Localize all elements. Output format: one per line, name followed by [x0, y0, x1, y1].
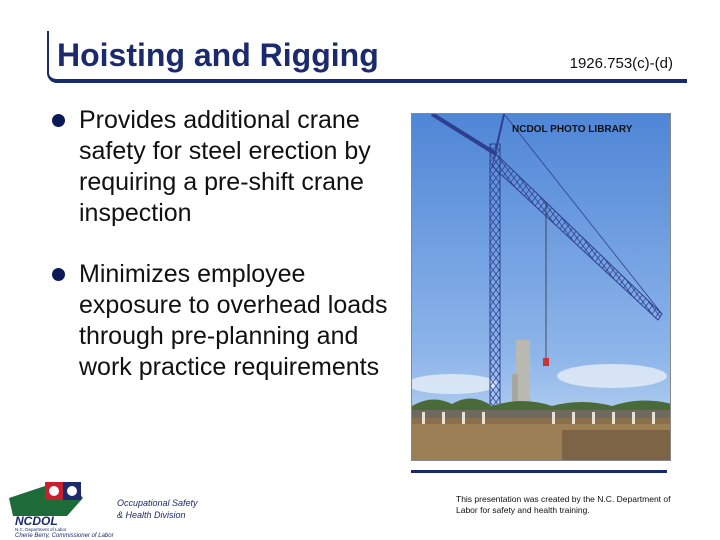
footer-divider — [411, 470, 667, 473]
ncdol-logo — [5, 476, 205, 538]
bullet-list — [52, 105, 397, 413]
photo-watermark: NCDOL PHOTO LIBRARY — [512, 124, 633, 135]
slide-title: Hoisting and Rigging — [57, 37, 379, 73]
bullet-dot-icon — [52, 114, 65, 127]
bullet-text: Provides additional crane safety for steel erection by requiring a pre-shift crane inspection — [79, 106, 371, 227]
training-credit: This presentation was created by the N.C. Department of Labor for safety and health training. — [456, 494, 671, 515]
logo-department: N.C. Department of Labor — [15, 527, 67, 532]
logo-brand: NCDOL — [15, 514, 58, 528]
bullet-text: Minimizes employee exposure to overhead loads through pre-planning and work practice requirements — [79, 260, 388, 381]
bullet-item — [52, 105, 397, 229]
logo-division-line2: & Health Division — [117, 510, 186, 520]
logo-division-line1: Occupational Safety — [117, 498, 198, 508]
regulation-code: 1926.753(c)-(d) — [569, 55, 673, 72]
title-bar — [47, 31, 687, 83]
logo-commissioner: Cherie Berry, Commissioner of Labor — [15, 533, 114, 538]
bullet-dot-icon — [52, 268, 65, 281]
bullet-item — [52, 259, 397, 383]
crane-photo — [411, 113, 671, 461]
